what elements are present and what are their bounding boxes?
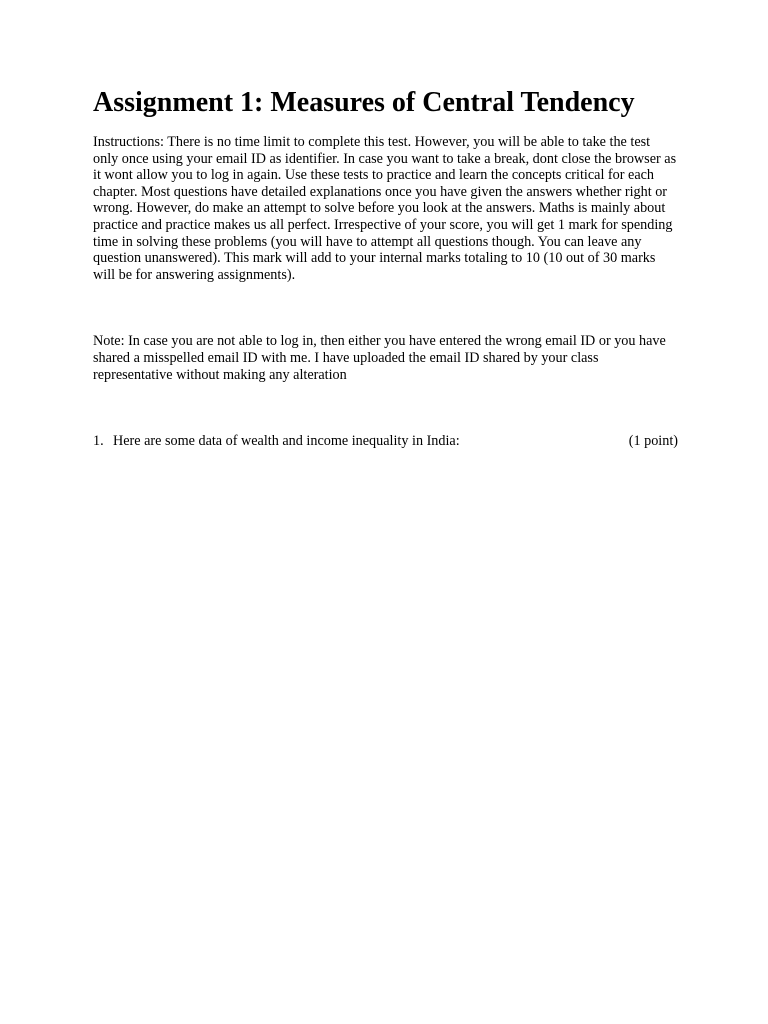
document-page bbox=[93, 86, 678, 450]
instructions-paragraph: Instructions: There is no time limit to complete this test. However, you will be able to take the test only once using your email ID as identifier. In case you want to take a break, dont close the browser as it wont allow you to log in again. Use these tests to practice and learn the concepts critical for each chapter. Most questions have detailed explanations once you have given the answers whether right or wrong. However, do make an attempt to solve before you look at the answers. Maths is mainly about practice and practice makes us all perfect. Irrespective of your score, you will get 1 mark for spending time in solving these problems (you will have to attempt all questions though. You can leave any question unanswered). This mark will add to your internal marks totaling to 10 (10 out of 30 marks will be for answering assignments). bbox=[93, 134, 677, 283]
question-number: 1. bbox=[93, 433, 104, 450]
question-item bbox=[93, 433, 678, 450]
question-points: (1 point) bbox=[628, 433, 678, 450]
note-paragraph: Note: In case you are not able to log in, then either you have entered the wrong email ID or you have shared a misspelled email ID with me. I have uploaded the email ID shared by your class representative without making any alteration bbox=[93, 333, 666, 383]
question-text: Here are some data of wealth and income inequality in India: bbox=[113, 433, 460, 450]
page-title: Assignment 1: Measures of Central Tendency bbox=[93, 87, 635, 118]
question-body bbox=[93, 433, 460, 450]
